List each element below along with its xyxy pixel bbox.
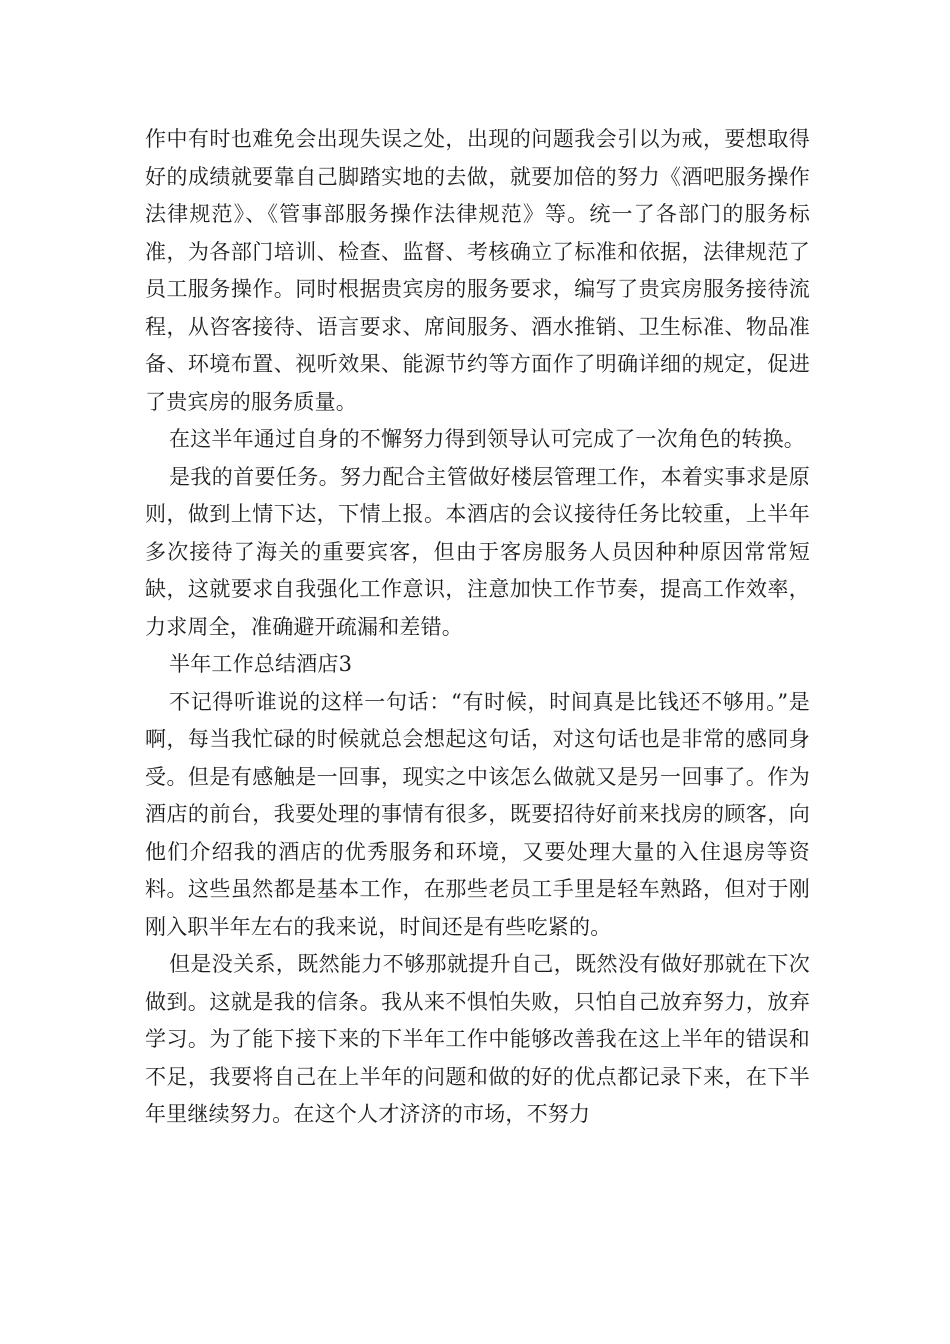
document-body	[145, 121, 810, 1134]
paragraph-floor-management: 是我的首要任务。努力配合主管做好楼层管理工作，本着实事求是原则，做到上情下达，下情上报。本酒店的会议接待任务比较重，上半年多次接待了海关的重要宾客，但由于客房服务人员因种种原因常常短缺，这就要求自我强化工作意识，注意加快工作节奏，提高工作效率，力求周全，准确避开疏漏和差错。	[145, 464, 810, 639]
section-heading: 半年工作总结酒店3	[169, 652, 353, 676]
paragraph-self-improvement: 但是没关系，既然能力不够那就提升自己，既然没有做好那就在下次做到。这就是我的信条。我从来不惧怕失败，只怕自己放弃努力，放弃学习。为了能下接下来的下半年工作中能够改善我在这上半年的错误和不足，我要将自己在上半年的问题和做的好的优点都记录下来，在下半年里继续努力。在这个人才济济的市场，不努力	[145, 952, 810, 1126]
paragraph-service-standards: 作中有时也难免会出现失误之处，出现的问题我会引以为戒，要想取得好的成绩就要靠自己脚踏实地的去做，就要加倍的努力《酒吧服务操作法律规范》、《管事部服务操作法律规范》等。统一了各部门的服务标准，为各部门培训、检查、监督、考核确立了标准和依据，法律规范了员工服务操作。同时根据贵宾房的服务要求，编写了贵宾房服务接待流程，从咨客接待、语言要求、席间服务、酒水推销、卫生标准、物品准备、环境布置、视听效果、能源节约等方面作了明确详细的规定，促进了贵宾房的服务质量。	[145, 127, 810, 414]
paragraph-role-change: 在这半年通过自身的不懈努力得到领导认可完成了一次角色的转换。	[169, 427, 805, 451]
paragraph-front-desk: 不记得听谁说的这样一句话：“有时候，时间真是比钱还不够用。”是啊，每当我忙碌的时候就总会想起这句话，对这句话也是非常的感同身受。但是有感触是一回事，现实之中该怎么做就又是另一回事了。作为酒店的前台，我要处理的事情有很多，既要招待好前来找房的顾客，向他们介绍我的酒店的优秀服务和环境，又要处理大量的入住退房等资料。这些虽然都是基本工作，在那些老员工手里是轻车熟路，但对于刚刚入职半年左右的我来说，时间还是有些吃紧的。	[145, 689, 810, 939]
